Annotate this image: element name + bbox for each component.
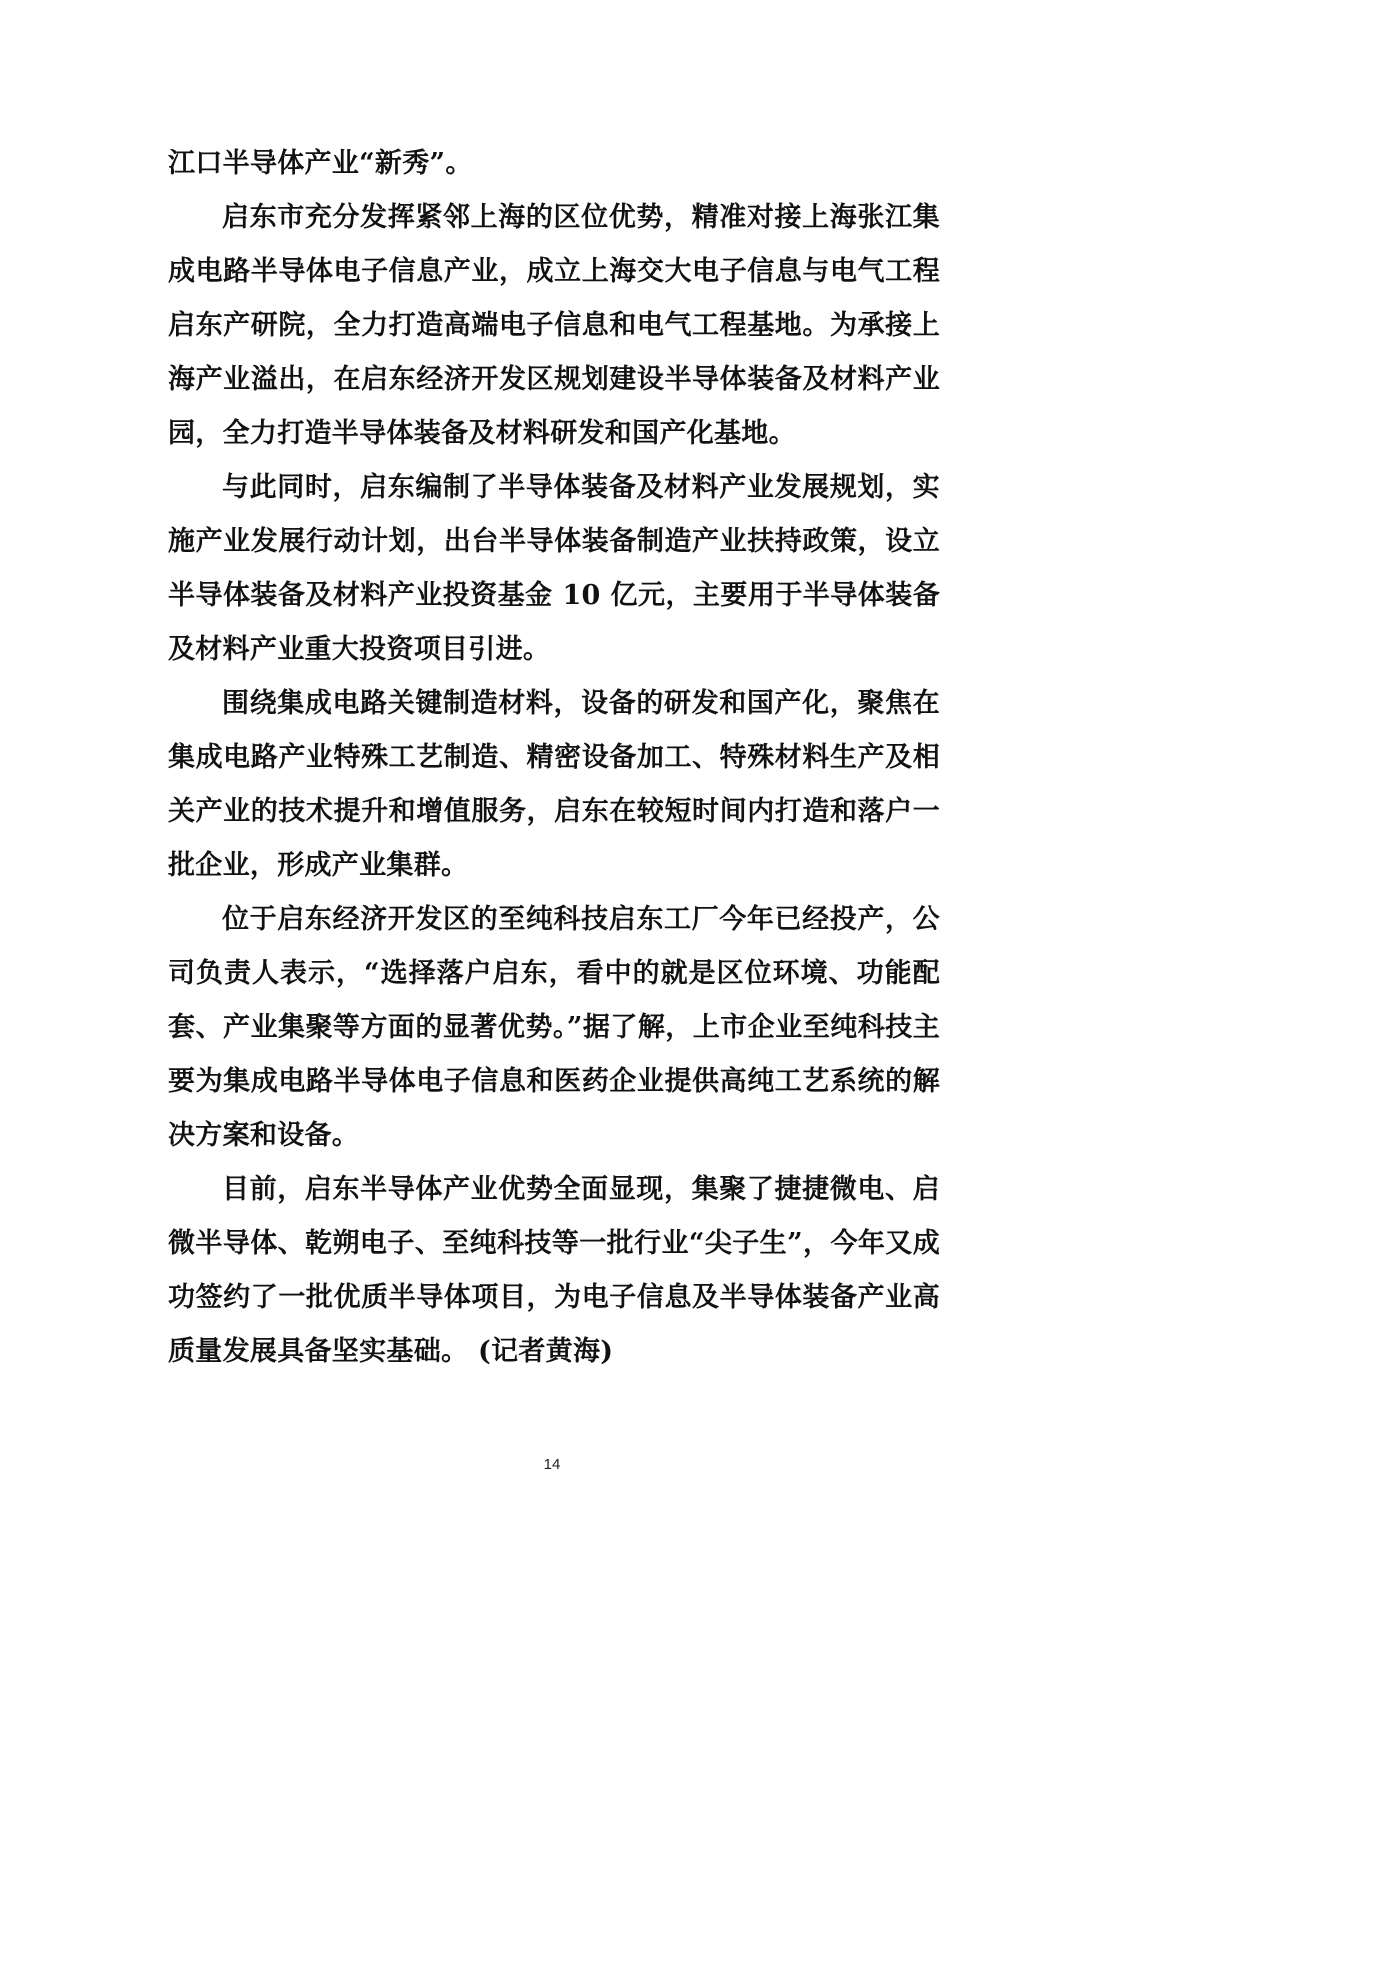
- paragraph: 位于启东经济开发区的至纯科技启东工厂今年已经投产，公司负责人表示，“选择落户启东，看中的就是区位环境、功能配套、产业集聚等方面的显著优势。”据了解，上市企业至纯科技主要为集成电路半导体电子信息和医药企业提供高纯工艺系统的解决方案和设备。: [168, 904, 940, 1151]
- paragraph: 与此同时，启东编制了半导体装备及材料产业发展规划，实施产业发展行动计划，出台半导体装备制造产业扶持政策，设立半导体装备及材料产业投资基金 10 亿元，主要用于半导体装备及材料产业重大投资项目引进。: [168, 472, 940, 665]
- paragraph: 围绕集成电路关键制造材料，设备的研发和国产化，聚焦在集成电路产业特殊工艺制造、精密设备加工、特殊材料生产及相关产业的技术提升和增值服务，启东在较短时间内打造和落户一批企业，形成产业集群。: [168, 688, 940, 881]
- article-body: [168, 137, 940, 1379]
- page-number: 14: [543, 1456, 561, 1473]
- paragraph: 目前，启东半导体产业优势全面显现，集聚了捷捷微电、启微半导体、乾朔电子、至纯科技等一批行业“尖子生”，今年又成功签约了一批优质半导体项目，为电子信息及半导体装备产业高质量发展具备坚实基础。 (记者黄海): [168, 1174, 940, 1367]
- paragraph: 启东市充分发挥紧邻上海的区位优势，精准对接上海张江集成电路半导体电子信息产业，成立上海交大电子信息与电气工程启东产研院，全力打造高端电子信息和电气工程基地。为承接上海产业溢出，在启东经济开发区规划建设半导体装备及材料产业园，全力打造半导体装备及材料研发和国产化基地。: [168, 202, 940, 449]
- paragraph-continuation: 江口半导体产业“新秀”。: [168, 148, 473, 179]
